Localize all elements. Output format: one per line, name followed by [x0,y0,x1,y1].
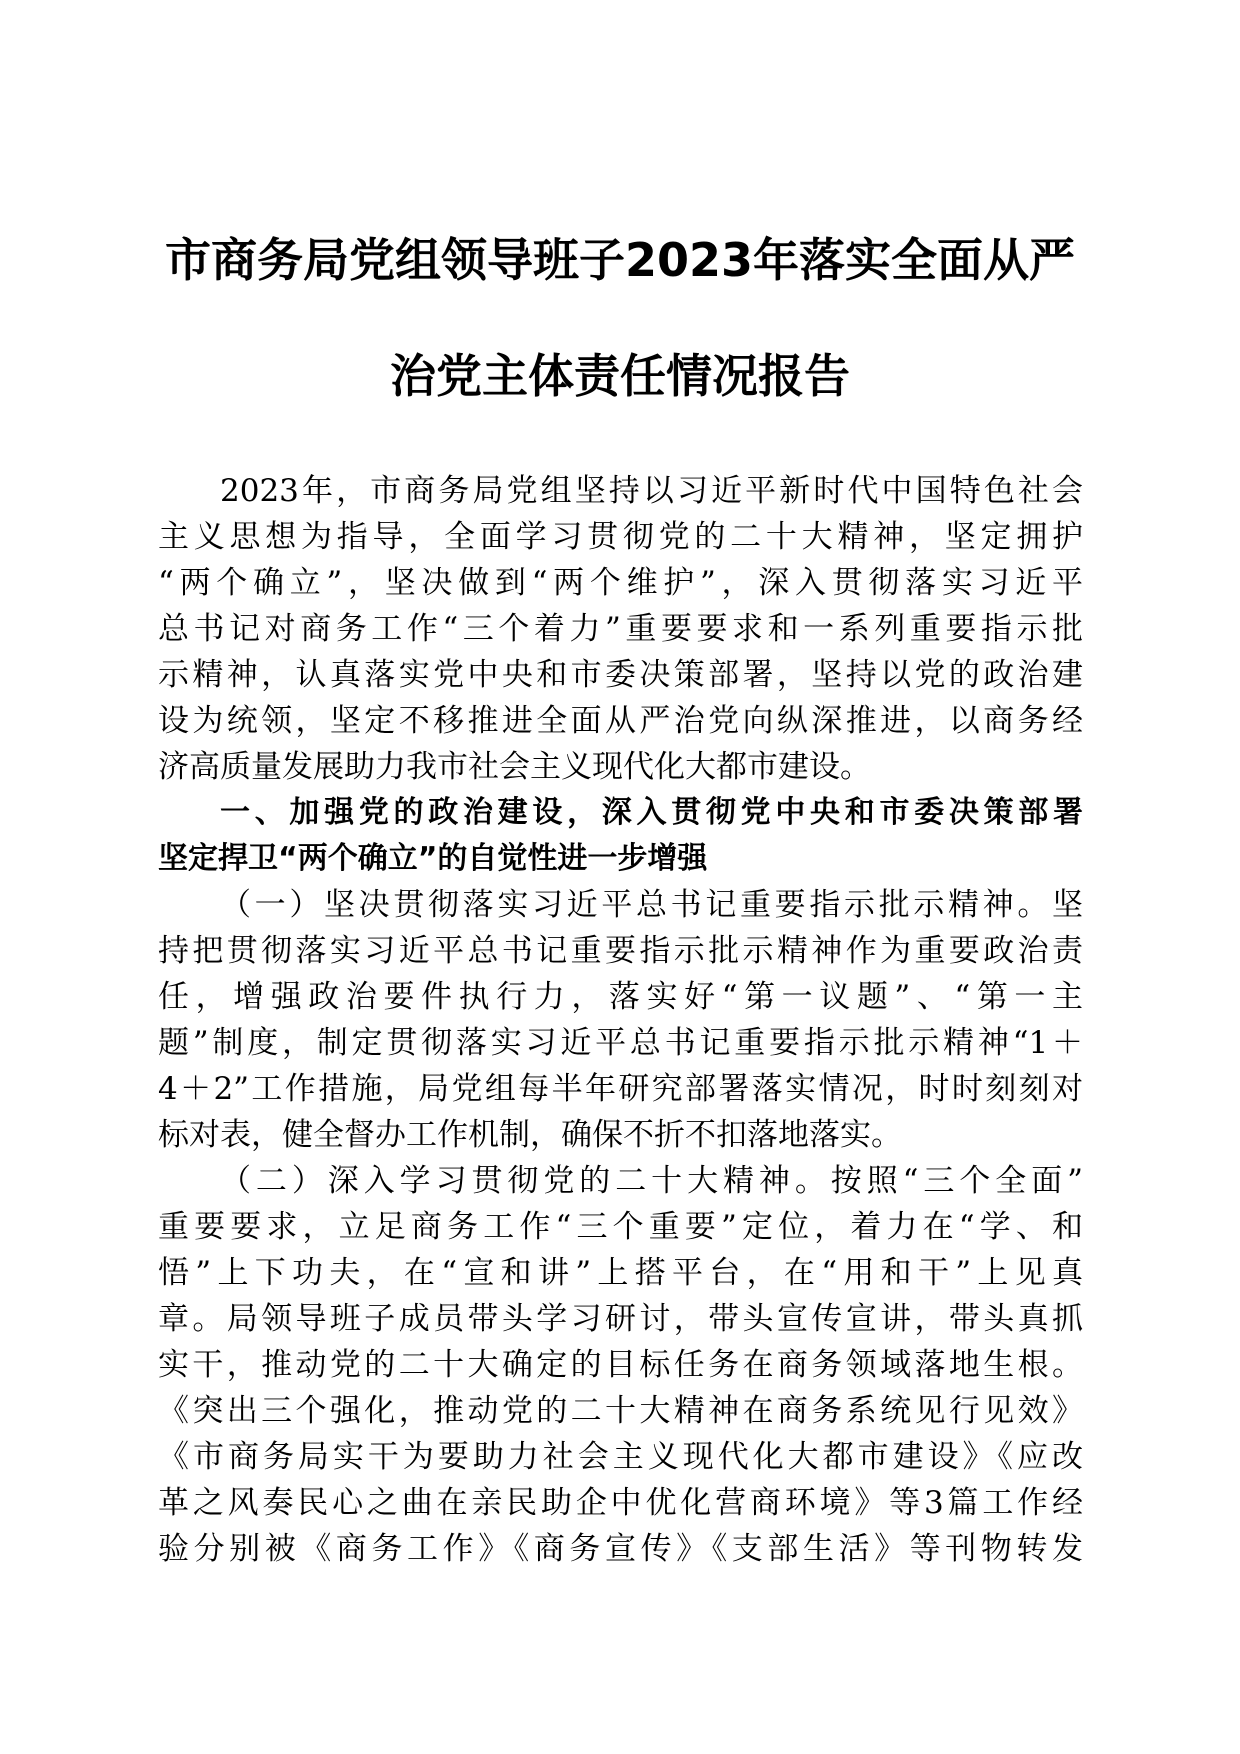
intro-line: 2023年，市商务局党组坚持以习近平新时代中国特色社会 [220,473,1083,509]
subsection-1-line: 4＋2”工作措施，局党组每半年研究部署落实情况，时时刻刻对 [158,1071,1083,1107]
subsection-1-line: 持把贯彻落实习近平总书记重要指示批示精神作为重要政治责 [158,933,1083,969]
subsection-2-line: 悟”上下功夫，在“宣和讲”上搭平台，在“用和干”上见真 [158,1255,1083,1291]
document-body [158,468,1083,1572]
intro-line: 设为统领，坚定不移推进全面从严治党向纵深推进，以商务经 [158,703,1083,739]
subsection-2-line: 革之风奏民心之曲在亲民助企中优化营商环境》等3篇工作经 [158,1485,1083,1521]
intro-line: 主义思想为指导，全面学习贯彻党的二十大精神，坚定拥护 [158,519,1083,555]
subsection-1-first-line [158,882,1083,928]
section-1-heading: 坚定捍卫“两个确立”的自觉性进一步增强 [158,841,708,876]
document-title-line-1: 市商务局党组领导班子2023年落实全面从严 [164,233,1076,287]
subsection-1-text: 坚 [1052,887,1083,923]
intro-line: 济高质量发展助力我市社会主义现代化大都市建设。 [158,749,871,785]
intro-line: 示精神，认真落实党中央和市委决策部署，坚持以党的政治建 [158,657,1083,693]
subsection-2-line: 章。局领导班子成员带头学习研讨，带头宣传宣讲，带头真抓 [158,1301,1083,1337]
subsection-2-heading: （二）深入学习贯彻党的二十大精神。 [220,1163,831,1199]
document-title-line-2: 治党主体责任情况报告 [390,349,850,403]
subsection-1-line: 题”制度，制定贯彻落实习近平总书记重要指示批示精神“1＋ [158,1025,1083,1061]
subsection-2-first-line [158,1158,1083,1204]
intro-line: 总书记对商务工作“三个着力”重要要求和一系列重要指示批 [158,611,1083,647]
subsection-2-line: 《突出三个强化，推动党的二十大精神在商务系统见行见效》 [158,1393,1083,1429]
subsection-1-heading: （一）坚决贯彻落实习近平总书记重要指示批示精神。 [220,887,1052,923]
subsection-2-text: 按照“三个全面” [830,1163,1083,1199]
subsection-2-line: 验分别被《商务工作》《商务宣传》《支部生活》等刊物转发 [158,1531,1083,1567]
subsection-2-line: 《市商务局实干为要助力社会主义现代化大都市建设》《应改 [158,1439,1083,1475]
intro-line: “两个确立”，坚决做到“两个维护”，深入贯彻落实习近平 [158,565,1083,601]
subsection-2-line: 重要要求，立足商务工作“三个重要”定位，着力在“学、和 [158,1209,1083,1245]
subsection-2-line: 实干，推动党的二十大确定的目标任务在商务领域落地生根。 [158,1347,1083,1383]
section-1-heading: 一、加强党的政治建设，深入贯彻党中央和市委决策部署 [220,795,1083,830]
subsection-1-line: 任，增强政治要件执行力，落实好“第一议题”、“第一主 [158,979,1083,1015]
subsection-1-line: 标对表，健全督办工作机制，确保不折不扣落地落实。 [158,1117,902,1153]
